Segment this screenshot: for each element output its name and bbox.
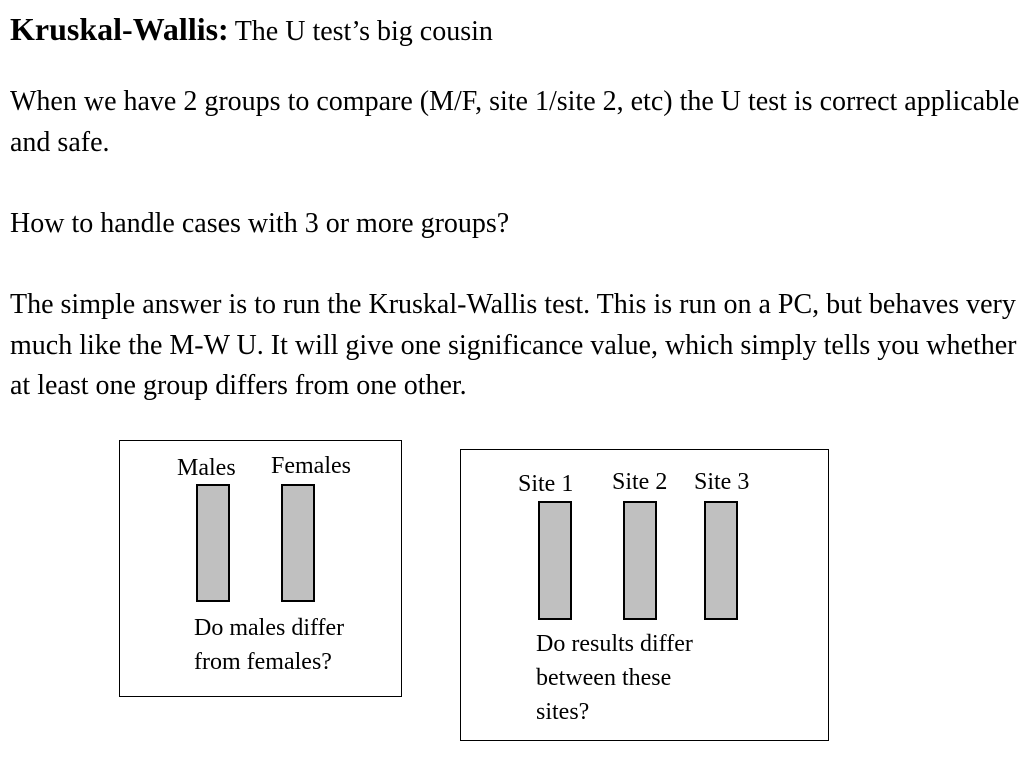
label-site-2: Site 2 — [612, 469, 668, 495]
slide-body — [10, 82, 1020, 407]
three-groups-question — [536, 627, 693, 729]
two-groups-diagram — [119, 440, 402, 697]
three-groups-question-line-2: between these — [536, 665, 672, 691]
title-subtitle: The U test’s big cousin — [234, 16, 493, 47]
paragraph-answer: The simple answer is to run the Kruskal-Wallis test. This is run on a PC, but behaves very much like the M-W U. It will give one significance value, which simply tells you whether at least one group differs from one other. — [10, 288, 1017, 402]
three-groups-question-line-3: sites? — [536, 699, 590, 725]
slide-title — [10, 12, 493, 48]
three-groups-diagram — [460, 449, 829, 741]
paragraph-two-groups: When we have 2 groups to compare (M/F, site 1/site 2, etc) the U test is correct applicable and safe. — [10, 86, 1020, 158]
two-groups-question — [194, 611, 344, 679]
bar-site-1 — [538, 501, 572, 620]
two-groups-question-line-1: Do males differ — [194, 615, 345, 641]
label-females: Females — [271, 453, 351, 479]
bar-site-2 — [623, 501, 657, 620]
bar-males — [196, 484, 230, 602]
two-groups-question-line-2: from females? — [194, 649, 332, 675]
three-groups-question-line-1: Do results differ — [536, 631, 693, 657]
bar-females — [281, 484, 315, 602]
paragraph-question: How to handle cases with 3 or more groups? — [10, 207, 510, 239]
bar-site-3 — [704, 501, 738, 620]
label-males: Males — [177, 455, 236, 481]
label-site-3: Site 3 — [694, 469, 750, 495]
label-site-1: Site 1 — [518, 471, 574, 497]
title-main: Kruskal-Wallis: — [10, 11, 229, 47]
